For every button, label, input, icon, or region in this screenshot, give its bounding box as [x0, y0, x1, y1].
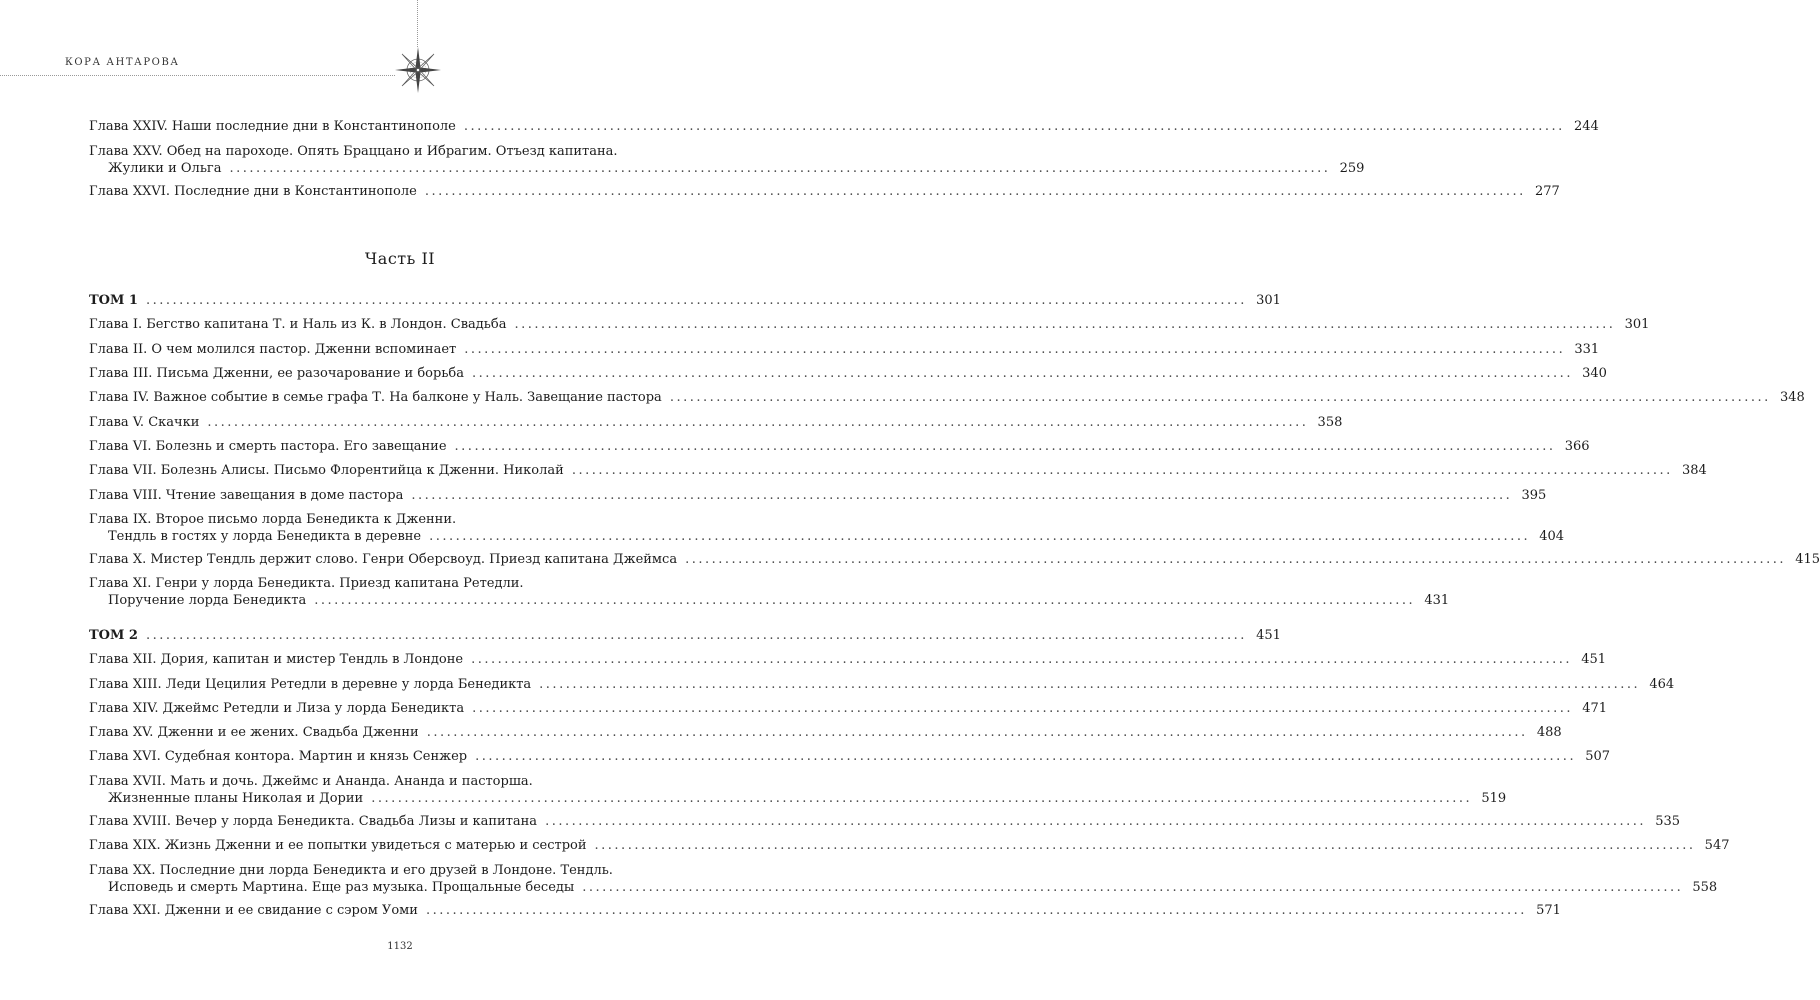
toc-entry-title: ТОМ 2: [89, 628, 138, 643]
toc-entry-page: 331: [1574, 342, 1600, 357]
compass-rose-icon: [393, 45, 443, 95]
toc-entry[interactable]: [89, 414, 1343, 431]
page-header: [0, 0, 800, 100]
dot-leader: ......................................................................................................................................................................: [539, 677, 1641, 692]
dot-leader: ......................................................................................................................................................................: [425, 903, 1527, 918]
toc-entry-page: 415: [1795, 552, 1820, 567]
dot-leader: ......................................................................................................................................................................: [594, 838, 1696, 853]
dot-leader: ......................................................................................................................................................................: [314, 593, 1416, 608]
toc-entry-page: 348: [1779, 390, 1805, 405]
toc-entry[interactable]: [89, 462, 1707, 479]
toc-entry[interactable]: [89, 724, 1562, 741]
toc-entry-title: Исповедь и смерть Мартина. Еще раз музыка. Прощальные беседы: [108, 880, 575, 895]
toc-entry[interactable]: [89, 143, 1365, 177]
dot-leader: ......................................................................................................................................................................: [426, 725, 1528, 740]
toc-entry-title: Глава XIX. Жизнь Дженни и ее попытки увидеться с матерью и сестрой: [89, 838, 587, 853]
toc-entry-page: 395: [1521, 488, 1547, 503]
toc-entry-title: Глава III. Письма Дженни, ее разочарование и борьба: [89, 366, 464, 381]
toc-entry-page: 451: [1581, 652, 1607, 667]
toc-entry-title-line: Глава IX. Второе письмо лорда Бенедикта к Дженни.: [89, 512, 457, 527]
toc-entry-title: Глава VI. Болезнь и смерть пастора. Его завещание: [89, 439, 447, 454]
toc-entry[interactable]: [89, 341, 1600, 358]
toc-entry-page: 259: [1339, 161, 1365, 176]
toc-entry-title: Глава XIII. Леди Цецилия Ретедли в деревне у лорда Бенедикта: [89, 677, 532, 692]
toc-entry[interactable]: [89, 438, 1590, 455]
toc-entry-title: Глава XII. Дория, капитан и мистер Тендль в Лондоне: [89, 652, 464, 667]
toc-entry[interactable]: [89, 651, 1607, 668]
dot-leader: ......................................................................................................................................................................: [545, 814, 1647, 829]
dot-leader: ......................................................................................................................................................................: [371, 791, 1473, 806]
toc-entry-page: 547: [1704, 838, 1730, 853]
toc-entry[interactable]: [89, 627, 1281, 644]
toc-entry-page: 535: [1655, 814, 1681, 829]
dot-leader: ......................................................................................................................................................................: [475, 749, 1577, 764]
toc-entry-title: Глава XVIII. Вечер у лорда Бенедикта. Свадьба Лизы и капитана: [89, 814, 538, 829]
toc-entry-title: Глава VIII. Чтение завещания в доме пастора: [89, 488, 404, 503]
toc-entry[interactable]: [89, 837, 1730, 854]
toc-entry-page: 384: [1681, 463, 1707, 478]
toc-entry-title-line: Глава XX. Последние дни лорда Бенедикта и его друзей в Лондоне. Тендль.: [89, 863, 613, 878]
toc-entry-page: 507: [1585, 749, 1611, 764]
dot-leader: ......................................................................................................................................................................: [471, 652, 1573, 667]
toc-entry[interactable]: [89, 183, 1560, 200]
toc-entry-page: 301: [1624, 317, 1650, 332]
toc-entry-page: 464: [1649, 677, 1675, 692]
dot-leader: ......................................................................................................................................................................: [145, 628, 1247, 643]
toc-entry[interactable]: [89, 511, 1565, 545]
toc-entry-title: Глава XXIV. Наши последние дни в Константинополе: [89, 119, 456, 134]
toc-entry-title: Глава XV. Дженни и ее жених. Свадьба Дженни: [89, 725, 419, 740]
dot-leader: ......................................................................................................................................................................: [229, 161, 1331, 176]
toc-entry[interactable]: [89, 902, 1561, 919]
toc-entry[interactable]: [89, 700, 1608, 717]
toc-entry-page: 301: [1256, 293, 1281, 308]
toc-entry-title-line: Глава XVII. Мать и дочь. Джеймс и Ананда. Ананда и пасторша.: [89, 774, 533, 789]
toc-entry-page: 340: [1582, 366, 1607, 381]
toc-entry-title: Глава XXI. Дженни и ее свидание с сэром Уоми: [89, 903, 418, 918]
toc-entry-title: Глава XVI. Судебная контора. Мартин и князь Сенжер: [89, 749, 468, 764]
dot-leader: ......................................................................................................................................................................: [464, 342, 1566, 357]
dot-leader: ......................................................................................................................................................................: [424, 184, 1526, 199]
dot-leader: ......................................................................................................................................................................: [514, 317, 1616, 332]
toc-entry[interactable]: [89, 575, 1450, 609]
dot-leader: ......................................................................................................................................................................: [454, 439, 1556, 454]
toc-entry-page: 366: [1564, 439, 1590, 454]
dot-leader: ......................................................................................................................................................................: [207, 415, 1309, 430]
toc-entry-page: 519: [1481, 791, 1507, 806]
toc-entry-page: 358: [1317, 415, 1343, 430]
toc-entry-page: 571: [1536, 903, 1561, 918]
toc-entry-title: Жизненные планы Николая и Дории: [108, 791, 364, 806]
dot-leader: ......................................................................................................................................................................: [471, 366, 1573, 381]
toc-entry[interactable]: [89, 487, 1547, 504]
toc-entry-title: Глава XXVI. Последние дни в Константинополе: [89, 184, 417, 199]
toc-entry[interactable]: [89, 316, 1650, 333]
toc-entry-page: 244: [1573, 119, 1599, 134]
running-head-author: КОРА АНТАРОВА: [65, 57, 180, 68]
toc-entry-title: Тендль в гостях у лорда Бенедикта в деревне: [108, 529, 422, 544]
toc-entry-page: 431: [1424, 593, 1450, 608]
dotted-vertical-rule: [417, 0, 418, 47]
toc-entry-title: Глава X. Мистер Тендль держит слово. Генри Оберсвоуд. Приезд капитана Джеймса: [89, 552, 678, 567]
toc-entry[interactable]: [89, 551, 1820, 568]
toc-entry-page: 277: [1534, 184, 1560, 199]
toc-entry-title-line: Глава XI. Генри у лорда Бенедикта. Приезд капитана Ретедли.: [89, 576, 524, 591]
toc-entry-page: 558: [1692, 880, 1718, 895]
toc-entry-title: Глава VII. Болезнь Алисы. Письмо Флорентийца к Дженни. Николай: [89, 463, 564, 478]
part-title: Часть II: [364, 249, 436, 268]
toc-entry-title: Поручение лорда Бенедикта: [108, 593, 307, 608]
dot-leader: ......................................................................................................................................................................: [411, 488, 1513, 503]
dot-leader: ......................................................................................................................................................................: [463, 119, 1565, 134]
toc-entry-title: ТОМ 1: [89, 293, 138, 308]
toc-entry-title: Глава I. Бегство капитана Т. и Наль из К. в Лондон. Свадьба: [89, 317, 507, 332]
toc-entry[interactable]: [89, 365, 1607, 382]
toc-entry-page: 471: [1582, 701, 1608, 716]
toc-entry-title: Глава XIV. Джеймс Ретедли и Лиза у лорда Бенедикта: [89, 701, 465, 716]
toc-entry[interactable]: [89, 748, 1611, 765]
dot-leader: ......................................................................................................................................................................: [429, 529, 1531, 544]
dot-leader: ......................................................................................................................................................................: [472, 701, 1574, 716]
toc-entry-page: 404: [1539, 529, 1565, 544]
dot-leader: ......................................................................................................................................................................: [145, 293, 1247, 308]
toc-entry-title: Жулики и Ольга: [108, 161, 222, 176]
page-number: 1132: [387, 941, 413, 952]
toc-entry[interactable]: [89, 813, 1681, 830]
toc-entry-title: Глава II. О чем молился пастор. Дженни вспоминает: [89, 342, 457, 357]
toc-entry-page: 488: [1536, 725, 1562, 740]
toc-entry[interactable]: [89, 389, 1805, 406]
toc-entry-title: Глава V. Скачки: [89, 415, 200, 430]
dotted-rule: [0, 75, 395, 76]
toc-entry-title: Глава IV. Важное событие в семье графа Т. На балконе у Наль. Завещание пастора: [89, 390, 662, 405]
toc-entry-title-line: Глава XXV. Обед на пароходе. Опять Браццано и Ибрагим. Отъезд капитана.: [89, 144, 618, 159]
dot-leader: ......................................................................................................................................................................: [685, 552, 1787, 567]
dot-leader: ......................................................................................................................................................................: [669, 390, 1771, 405]
dot-leader: ......................................................................................................................................................................: [582, 880, 1684, 895]
toc-entry[interactable]: [89, 676, 1675, 693]
toc-entry[interactable]: [89, 773, 1507, 807]
toc-entry[interactable]: [89, 118, 1599, 135]
dot-leader: ......................................................................................................................................................................: [571, 463, 1673, 478]
toc-entry-page: 451: [1256, 628, 1281, 643]
toc-entry[interactable]: [89, 292, 1281, 309]
toc-entry[interactable]: [89, 862, 1718, 896]
